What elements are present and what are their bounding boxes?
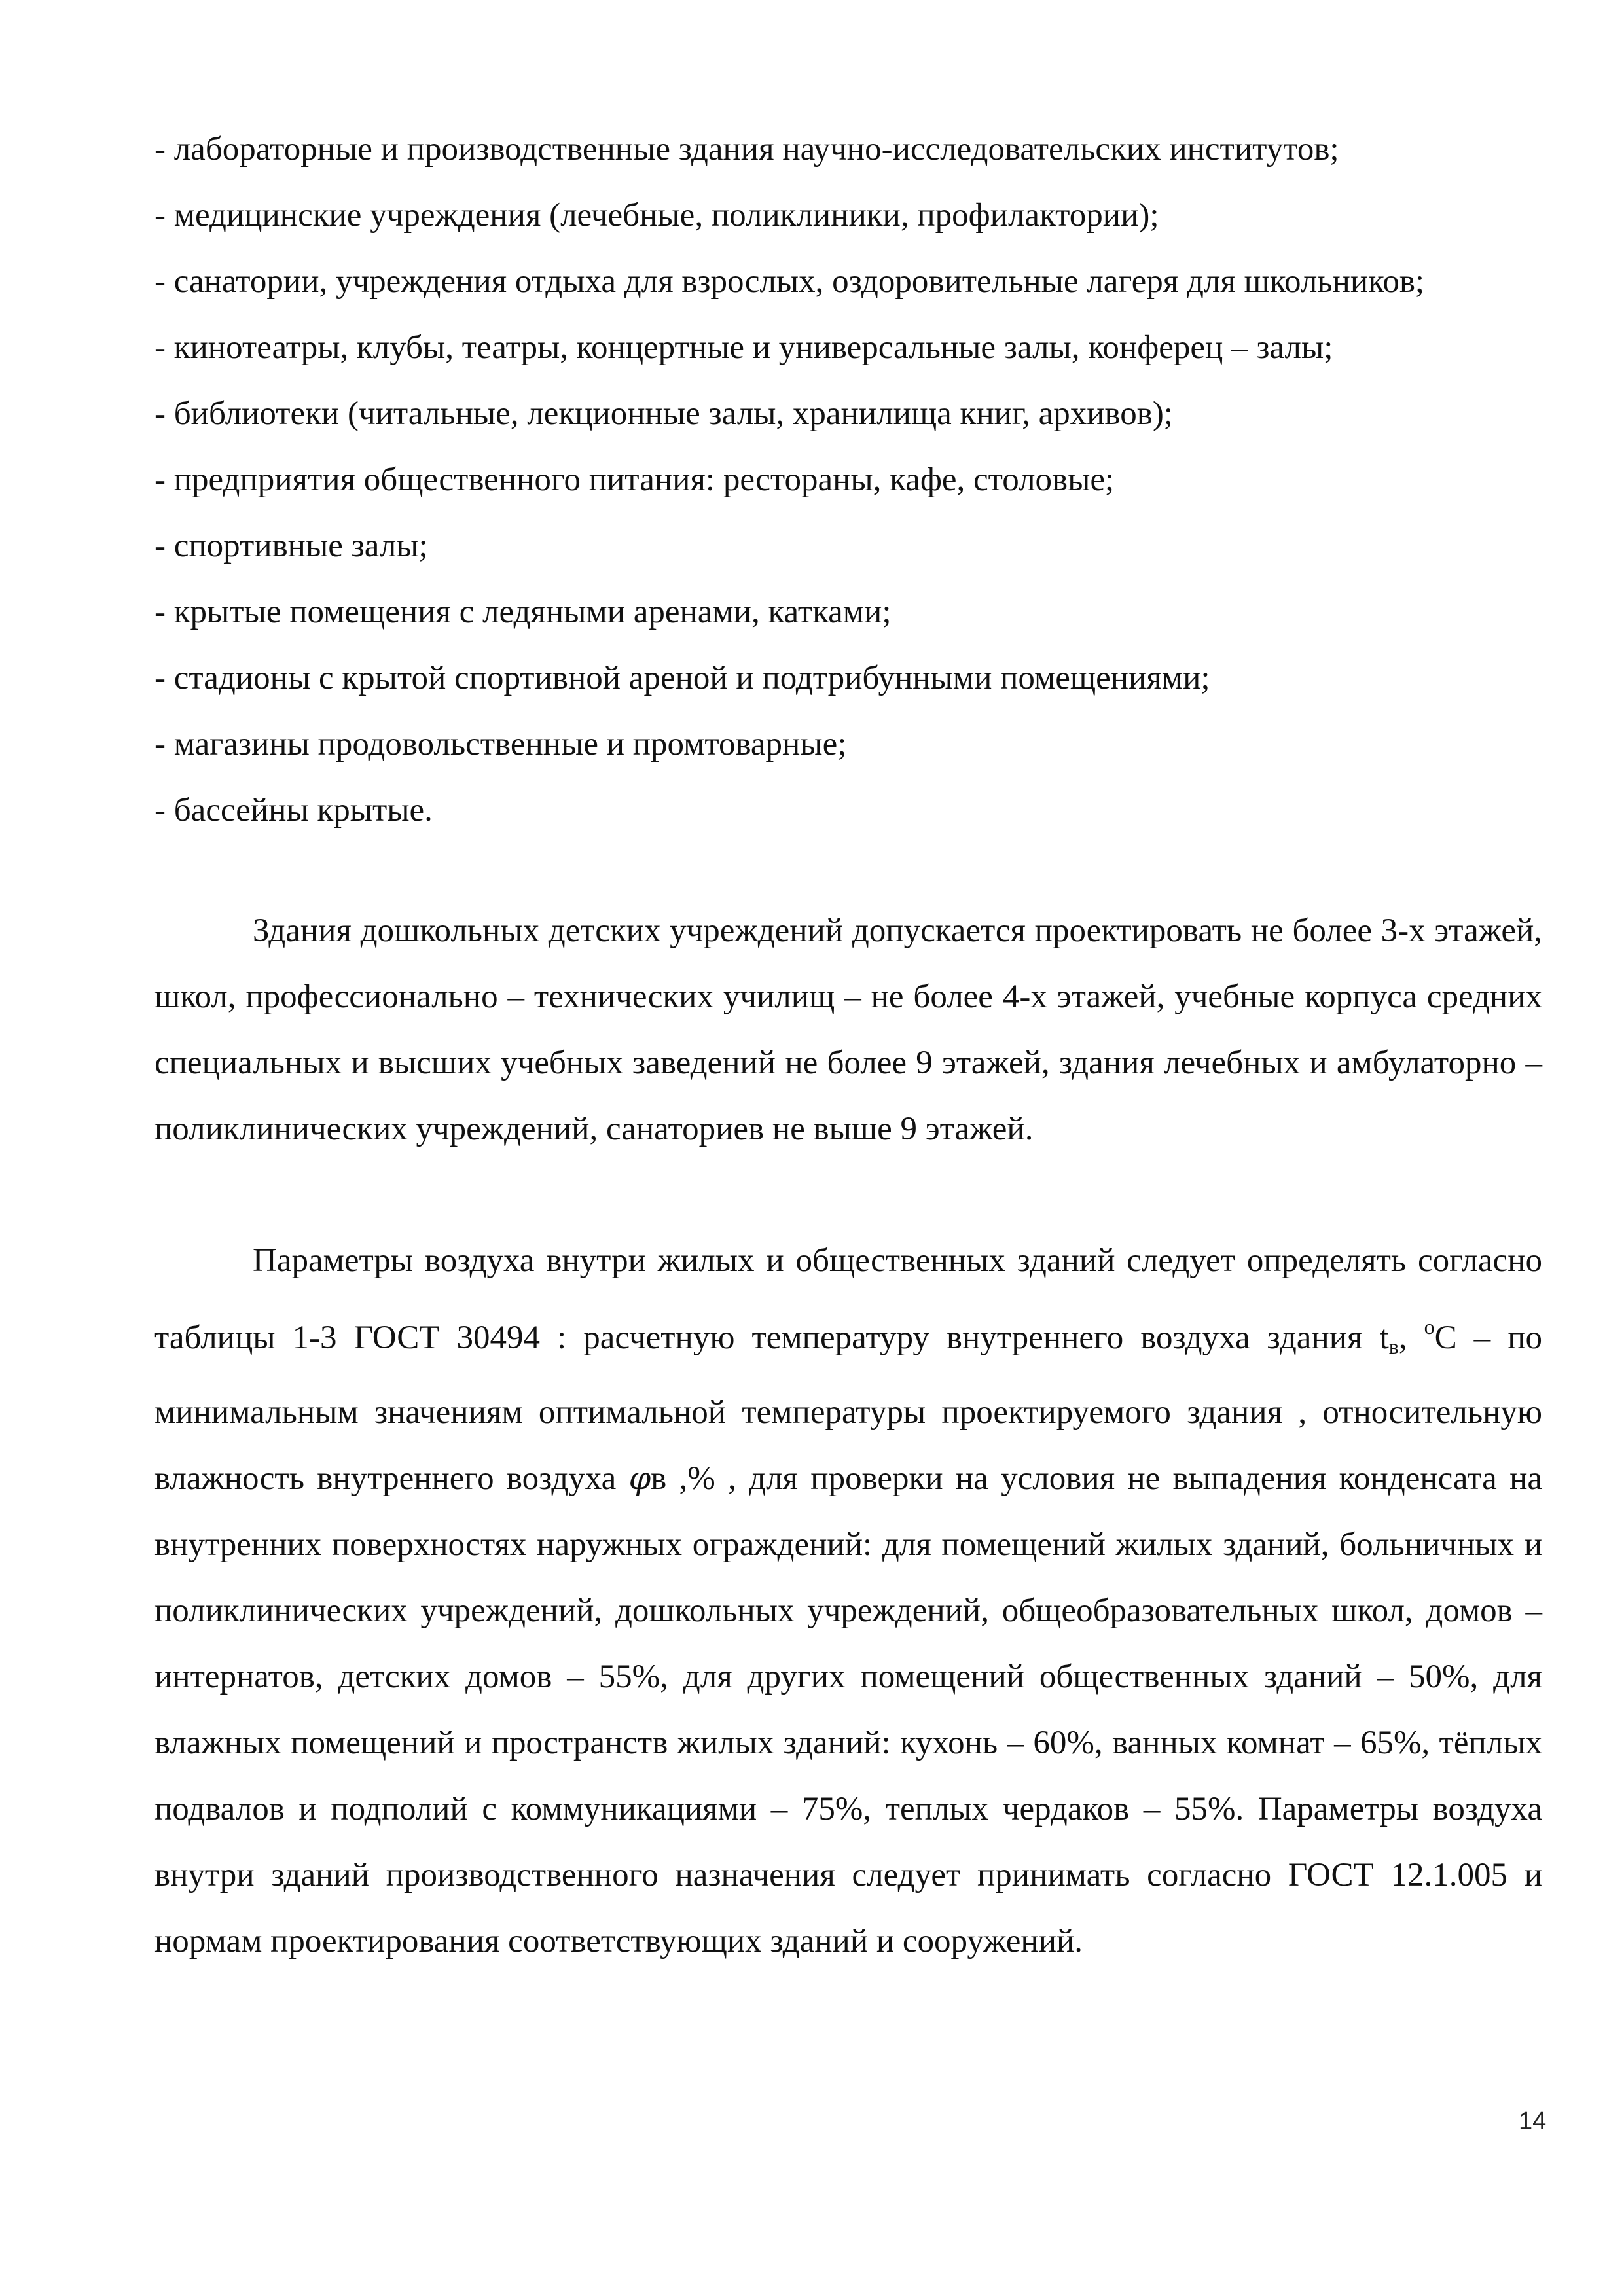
list-item: - санатории, учреждения отдыха для взрослых, оздоровительные лагеря для школьников; bbox=[154, 263, 1425, 300]
page-number: 14 bbox=[1519, 2108, 1547, 2135]
list-item: - кинотеатры, клубы, театры, концертные и универсальные залы, конферец – залы; bbox=[154, 329, 1333, 366]
list-item: - магазины продовольственные и промтоварные; bbox=[154, 726, 847, 762]
list-item: - бассейны крытые. bbox=[154, 792, 433, 829]
text-run: , bbox=[1398, 1319, 1424, 1356]
paragraph-text bbox=[154, 1228, 1542, 1975]
list-item: - библиотеки (читальные, лекционные залы, хранилища книг, архивов); bbox=[154, 395, 1173, 432]
text-run: С – по минимальным значениям оптимальной температуры проектируемого здания , относительную влажность внутреннего воздуха bbox=[154, 1319, 1542, 1497]
list-item: - крытые помещения с ледяными аренами, катками; bbox=[154, 594, 892, 630]
building-type-list bbox=[154, 117, 1542, 844]
list-item: - спортивные залы; bbox=[154, 528, 428, 564]
phi-symbol: φ bbox=[628, 1460, 651, 1497]
text-run: Параметры воздуха внутри жилых и общественных зданий следует определять согласно таблицы 1-3 ГОСТ 30494 : расчетную температуру внутреннего воздуха здания t bbox=[154, 1242, 1542, 1356]
paragraph-air-parameters bbox=[154, 1228, 1542, 1975]
paragraph-floors bbox=[154, 898, 1542, 1162]
paragraph-text: Здания дошкольных детских учреждений допускается проектировать не более 3-х этажей, школ, профессионально – технических училищ – не более 4-х этажей, учебные корпуса средних специальных и высших учебных заведений не более 9 этажей, здания лечебных и амбулаторно – поликлинических учреждений, санаториев не выше 9 этажей. bbox=[154, 912, 1542, 1147]
subscript: в bbox=[1388, 1335, 1399, 1358]
superscript: о bbox=[1424, 1315, 1435, 1338]
list-item: - медицинские учреждения (лечебные, поликлиники, профилактории); bbox=[154, 197, 1159, 234]
list-item: - предприятия общественного питания: рестораны, кафе, столовые; bbox=[154, 461, 1115, 498]
text-run: в ,% , для проверки на условия не выпадения конденсата на внутренних поверхностях наружных ограждений: для помещений жилых зданий, больничных и поликлинических учреждений, дошкольных учреждений, общеобразовательных школ, домов – интернатов, детских домов – 55%, для других помещений общественных зданий – 50%, для влажных помещений и пространств жилых зданий: кухонь – 60%, ванных комнат – 65%, тёплых подвалов и подполий с коммуникациями – 75%, теплых чердаков – 55%. Параметры воздуха внутри зданий производственного назначения следует принимать согласно ГОСТ 12.1.005 и нормам проектирования соответствующих зданий и сооружений. bbox=[154, 1460, 1543, 1960]
list-item: - стадионы с крытой спортивной ареной и подтрибунными помещениями; bbox=[154, 660, 1210, 696]
list-item: - лабораторные и производственные здания научно-исследовательских институтов; bbox=[154, 131, 1339, 168]
